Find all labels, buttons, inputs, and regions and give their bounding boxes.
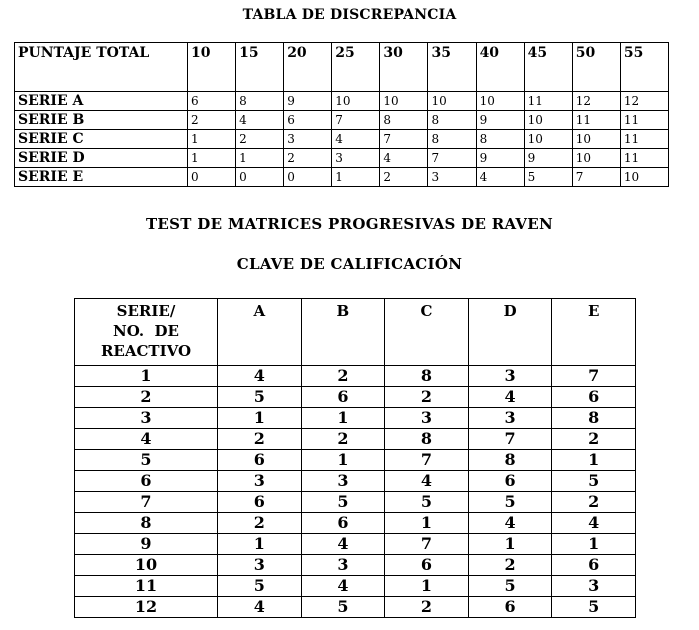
- discrepancy-cell: 2: [188, 111, 236, 130]
- discrepancy-row: [15, 111, 669, 130]
- discrepancy-cell: 0: [188, 168, 236, 187]
- discrepancy-cell: 11: [524, 92, 572, 111]
- discrepancy-title: TABLA DE DISCREPANCIA: [242, 7, 457, 23]
- series-label: SERIE C: [15, 130, 188, 149]
- discrepancy-cell: 9: [284, 92, 332, 111]
- discrepancy-row: [15, 130, 669, 149]
- key-subtitle: CLAVE DE CALIFICACIÓN: [236, 255, 463, 273]
- series-label: SERIE E: [15, 168, 188, 187]
- answer-cell: 4: [301, 534, 385, 555]
- score-header-cell: 50: [572, 43, 620, 92]
- score-header-cell: 15: [236, 43, 284, 92]
- discrepancy-cell: 10: [572, 130, 620, 149]
- answer-cell: 2: [468, 555, 552, 576]
- discrepancy-cell: 1: [188, 149, 236, 168]
- answer-cell: 3: [468, 408, 552, 429]
- series-label: SERIE A: [15, 92, 188, 111]
- answer-cell: 4: [218, 597, 302, 618]
- item-number: 10: [75, 555, 218, 576]
- item-number: 9: [75, 534, 218, 555]
- answer-cell: 1: [218, 408, 302, 429]
- answer-cell: 3: [385, 408, 469, 429]
- answer-key-table: [74, 298, 636, 618]
- discrepancy-cell: 8: [428, 111, 476, 130]
- answer-cell: 2: [301, 429, 385, 450]
- answer-cell: 5: [468, 576, 552, 597]
- score-header-cell: 10: [188, 43, 236, 92]
- answer-key-row: [75, 471, 636, 492]
- discrepancy-cell: 10: [476, 92, 524, 111]
- answer-cell: 6: [552, 555, 636, 576]
- answer-cell: 4: [385, 471, 469, 492]
- discrepancy-cell: 11: [572, 111, 620, 130]
- discrepancy-cell: 2: [236, 130, 284, 149]
- item-number: 1: [75, 366, 218, 387]
- discrepancy-cell: 1: [332, 168, 380, 187]
- discrepancy-cell: 8: [380, 111, 428, 130]
- answer-cell: 2: [385, 597, 469, 618]
- answer-cell: 8: [385, 366, 469, 387]
- discrepancy-cell: 2: [380, 168, 428, 187]
- discrepancy-cell: 5: [524, 168, 572, 187]
- item-number: 11: [75, 576, 218, 597]
- series-header-cell: A: [218, 299, 302, 366]
- item-number: 8: [75, 513, 218, 534]
- answer-cell: 2: [552, 429, 636, 450]
- discrepancy-cell: 12: [620, 92, 668, 111]
- answer-cell: 4: [218, 366, 302, 387]
- answer-cell: 1: [301, 450, 385, 471]
- answer-cell: 1: [385, 576, 469, 597]
- discrepancy-cell: 7: [572, 168, 620, 187]
- discrepancy-cell: 8: [476, 130, 524, 149]
- item-number: 5: [75, 450, 218, 471]
- answer-cell: 4: [468, 387, 552, 408]
- item-number: 3: [75, 408, 218, 429]
- answer-key-row: [75, 492, 636, 513]
- discrepancy-row: [15, 168, 669, 187]
- answer-cell: 6: [385, 555, 469, 576]
- answer-cell: 4: [552, 513, 636, 534]
- discrepancy-table: [14, 42, 669, 187]
- answer-key-row: [75, 450, 636, 471]
- answer-cell: 3: [301, 555, 385, 576]
- discrepancy-cell: 11: [620, 130, 668, 149]
- item-number: 6: [75, 471, 218, 492]
- answer-key-header-row: [75, 299, 636, 366]
- answer-cell: 1: [468, 534, 552, 555]
- series-header-cell: D: [468, 299, 552, 366]
- answer-key-row: [75, 408, 636, 429]
- answer-cell: 2: [218, 513, 302, 534]
- series-header-cell: B: [301, 299, 385, 366]
- discrepancy-cell: 1: [188, 130, 236, 149]
- item-number: 2: [75, 387, 218, 408]
- answer-cell: 5: [301, 597, 385, 618]
- answer-key-row: [75, 534, 636, 555]
- answer-cell: 5: [385, 492, 469, 513]
- series-item-header-line: REACTIVO: [100, 342, 192, 360]
- discrepancy-row: [15, 92, 669, 111]
- answer-cell: 7: [468, 429, 552, 450]
- discrepancy-cell: 4: [236, 111, 284, 130]
- discrepancy-cell: 12: [572, 92, 620, 111]
- series-item-header-line: NO. DE: [112, 322, 179, 340]
- answer-key-row: [75, 555, 636, 576]
- answer-key-row: [75, 513, 636, 534]
- discrepancy-cell: 10: [380, 92, 428, 111]
- discrepancy-cell: 9: [476, 111, 524, 130]
- discrepancy-cell: 4: [380, 149, 428, 168]
- answer-cell: 6: [218, 492, 302, 513]
- test-title: TEST DE MATRICES PROGRESIVAS DE RAVEN: [145, 215, 554, 233]
- answer-cell: 7: [552, 366, 636, 387]
- answer-cell: 5: [301, 492, 385, 513]
- answer-cell: 4: [468, 513, 552, 534]
- answer-cell: 5: [552, 597, 636, 618]
- series-header-cell: C: [385, 299, 469, 366]
- discrepancy-row: [15, 149, 669, 168]
- discrepancy-cell: 11: [620, 149, 668, 168]
- score-header-cell: 40: [476, 43, 524, 92]
- answer-key-row: [75, 597, 636, 618]
- discrepancy-cell: 7: [428, 149, 476, 168]
- discrepancy-cell: 11: [620, 111, 668, 130]
- discrepancy-header-row: [15, 43, 669, 92]
- answer-cell: 1: [552, 450, 636, 471]
- series-label: SERIE D: [15, 149, 188, 168]
- answer-cell: 5: [218, 576, 302, 597]
- answer-key-row: [75, 387, 636, 408]
- answer-cell: 8: [468, 450, 552, 471]
- discrepancy-cell: 10: [428, 92, 476, 111]
- answer-cell: 3: [218, 471, 302, 492]
- discrepancy-cell: 0: [236, 168, 284, 187]
- discrepancy-cell: 7: [332, 111, 380, 130]
- answer-cell: 1: [385, 513, 469, 534]
- answer-cell: 3: [218, 555, 302, 576]
- score-header-cell: 20: [284, 43, 332, 92]
- answer-cell: 6: [468, 471, 552, 492]
- discrepancy-cell: 10: [524, 130, 572, 149]
- answer-cell: 2: [552, 492, 636, 513]
- answer-cell: 4: [301, 576, 385, 597]
- series-label: SERIE B: [15, 111, 188, 130]
- discrepancy-cell: 10: [524, 111, 572, 130]
- discrepancy-cell: 6: [284, 111, 332, 130]
- answer-cell: 1: [218, 534, 302, 555]
- score-header-cell: 30: [380, 43, 428, 92]
- answer-key-row: [75, 576, 636, 597]
- discrepancy-cell: 6: [188, 92, 236, 111]
- discrepancy-cell: 9: [524, 149, 572, 168]
- discrepancy-cell: 8: [428, 130, 476, 149]
- discrepancy-cell: 4: [332, 130, 380, 149]
- answer-cell: 2: [385, 387, 469, 408]
- item-number: 4: [75, 429, 218, 450]
- series-item-header: [75, 299, 218, 366]
- discrepancy-cell: 7: [380, 130, 428, 149]
- series-item-header-line: SERIE/: [116, 302, 176, 320]
- answer-cell: 1: [552, 534, 636, 555]
- discrepancy-cell: 3: [428, 168, 476, 187]
- answer-cell: 6: [552, 387, 636, 408]
- discrepancy-cell: 9: [476, 149, 524, 168]
- answer-cell: 3: [468, 366, 552, 387]
- answer-cell: 6: [301, 513, 385, 534]
- answer-cell: 3: [301, 471, 385, 492]
- answer-cell: 1: [301, 408, 385, 429]
- answer-cell: 2: [218, 429, 302, 450]
- item-number: 12: [75, 597, 218, 618]
- answer-cell: 6: [301, 387, 385, 408]
- answer-cell: 5: [218, 387, 302, 408]
- score-header-cell: 45: [524, 43, 572, 92]
- score-header-cell: 35: [428, 43, 476, 92]
- discrepancy-cell: 4: [476, 168, 524, 187]
- item-number: 7: [75, 492, 218, 513]
- discrepancy-cell: 10: [620, 168, 668, 187]
- total-score-header: PUNTAJE TOTAL: [15, 43, 188, 92]
- answer-cell: 7: [385, 534, 469, 555]
- discrepancy-cell: 0: [284, 168, 332, 187]
- discrepancy-cell: 10: [332, 92, 380, 111]
- discrepancy-cell: 1: [236, 149, 284, 168]
- answer-cell: 5: [552, 471, 636, 492]
- answer-key-row: [75, 429, 636, 450]
- discrepancy-cell: 10: [572, 149, 620, 168]
- answer-cell: 6: [218, 450, 302, 471]
- answer-cell: 8: [552, 408, 636, 429]
- answer-cell: 3: [552, 576, 636, 597]
- series-header-cell: E: [552, 299, 636, 366]
- score-header-cell: 25: [332, 43, 380, 92]
- discrepancy-cell: 3: [284, 130, 332, 149]
- score-header-cell: 55: [620, 43, 668, 92]
- answer-key-row: [75, 366, 636, 387]
- answer-cell: 5: [468, 492, 552, 513]
- answer-cell: 8: [385, 429, 469, 450]
- answer-cell: 7: [385, 450, 469, 471]
- discrepancy-cell: 3: [332, 149, 380, 168]
- discrepancy-cell: 2: [284, 149, 332, 168]
- answer-cell: 6: [468, 597, 552, 618]
- discrepancy-cell: 8: [236, 92, 284, 111]
- answer-cell: 2: [301, 366, 385, 387]
